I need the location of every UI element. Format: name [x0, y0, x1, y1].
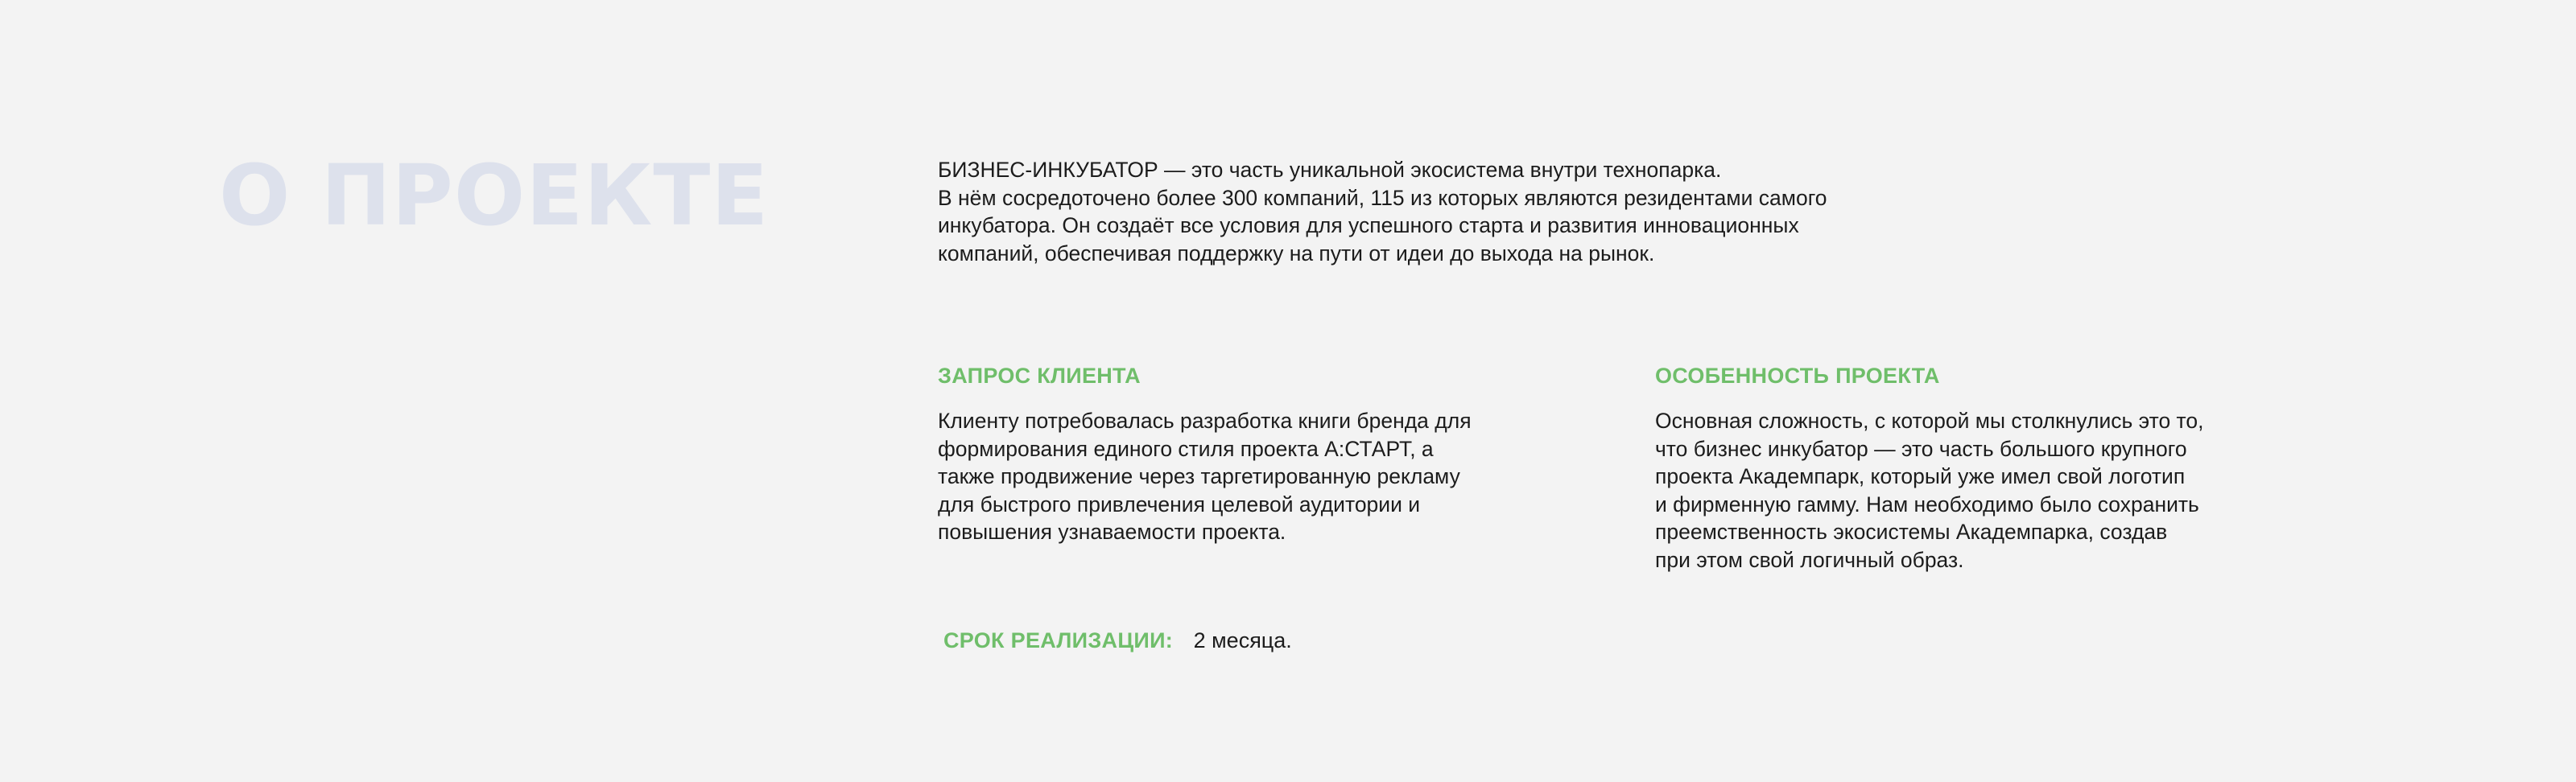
client-request-block: [938, 362, 1614, 546]
client-request-line: Клиенту потребовалась разработка книги бренда для: [938, 409, 1472, 433]
client-request-line: повышения узнаваемости проекта.: [938, 520, 1286, 544]
project-feature-block: [1655, 362, 2331, 574]
project-feature-line: преемственность экосистемы Академпарка, создав: [1655, 520, 2168, 544]
client-request-text: [938, 407, 1614, 546]
client-request-heading: ЗАПРОС КЛИЕНТА: [938, 364, 1141, 388]
project-feature-line: проекта Академпарк, который уже имел свой логотип: [1655, 464, 2186, 488]
intro-line: инкубатора. Он создаёт все условия для успешного старта и развития инновационных: [938, 213, 1799, 237]
project-feature-heading: ОСОБЕННОСТЬ ПРОЕКТА: [1655, 364, 1940, 388]
term-value: 2 месяца.: [1193, 628, 1292, 652]
client-request-line: также продвижение через таргетированную рекламу: [938, 464, 1460, 488]
section-title: О ПРОЕКТЕ: [219, 146, 770, 245]
client-request-line: формирования единого стиля проекта А:СТАРТ, а: [938, 436, 1434, 461]
term-label: СРОК РЕАЛИЗАЦИИ:: [943, 628, 1174, 652]
implementation-term: [943, 627, 1292, 654]
project-feature-text: [1655, 407, 2331, 574]
project-feature-line: Основная сложность, с которой мы столкнулись это то,: [1655, 409, 2204, 433]
client-request-line: для быстрого привлечения целевой аудитории и: [938, 492, 1421, 517]
intro-line: БИЗНЕС-ИНКУБАТОР — это часть уникальной экосистема внутри технопарка.: [938, 158, 1722, 182]
intro-paragraph: [938, 156, 2033, 267]
intro-line: компаний, обеспечивая поддержку на пути от идеи до выхода на рынок.: [938, 241, 1655, 265]
project-feature-line: при этом свой логичный образ.: [1655, 547, 1964, 572]
project-feature-line: что бизнес инкубатор — это часть большого крупного: [1655, 436, 2187, 461]
intro-line: В нём сосредоточено более 300 компаний, 115 из которых являются резидентами самого: [938, 185, 1827, 210]
project-feature-line: и фирменную гамму. Нам необходимо было сохранить: [1655, 492, 2199, 517]
